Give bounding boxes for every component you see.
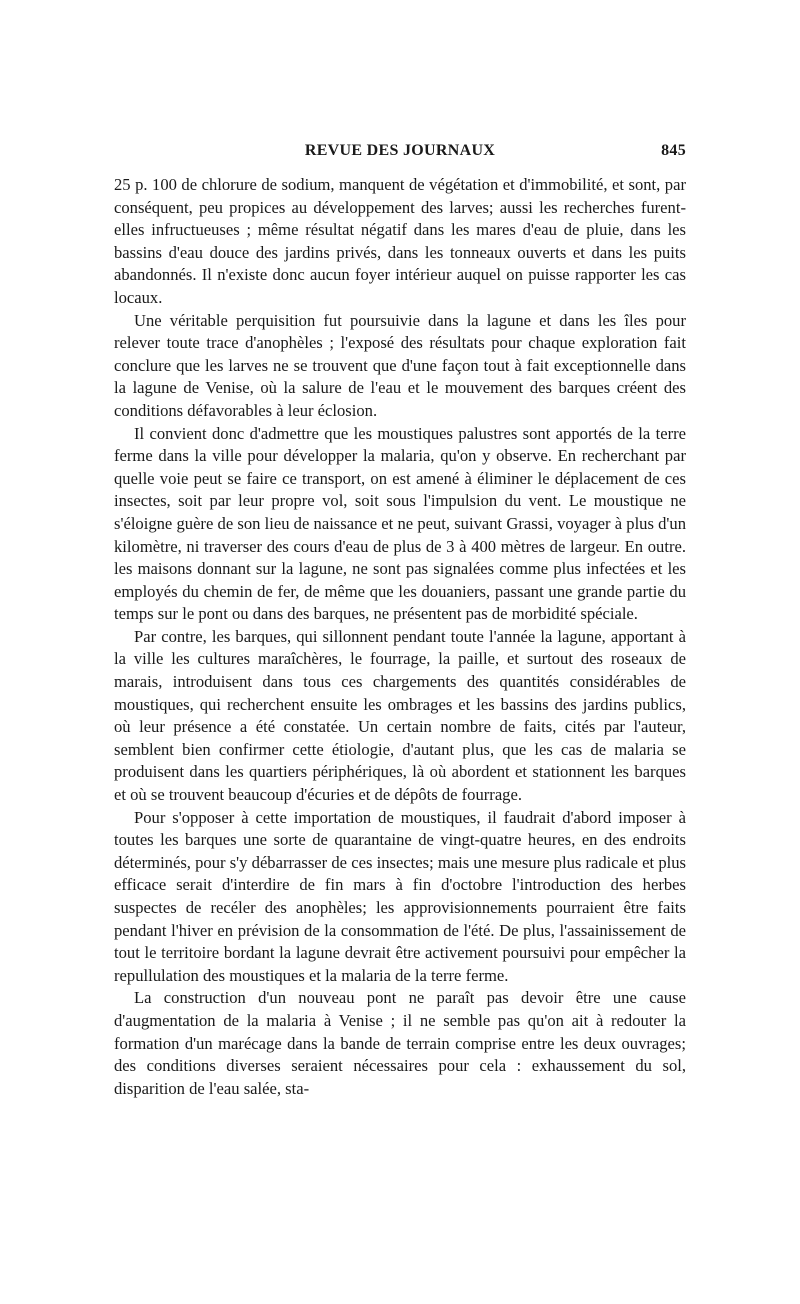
paragraph: Il convient donc d'admettre que les moustiques palustres sont apportés de la terre ferme dans la ville pour développer la malaria, qu'on y observe. En recherchant par quelle voie peut se faire ce transport, on est amené à éliminer le déplacement de ces insectes, soit par leur propre vol, soit sous l'impulsion du vent. Le moustique ne s'éloigne guère de son lieu de naissance et ne peut, suivant Grassi, voyager à plus d'un kilomètre, ni traverser des cours d'eau de plus de 3 à 400 mètres de largeur. En outre. les maisons donnant sur la lagune, ne sont pas signalées comme plus infectées et les employés du chemin de fer, de même que les douaniers, passant une grande partie du temps sur le pont ou dans des barques, ne présentent pas de morbidité spéciale. [114, 423, 686, 624]
running-head [114, 142, 686, 168]
page-number: 845 [661, 142, 686, 159]
paragraph: La construction d'un nouveau pont ne paraît pas devoir être une cause d'augmentation de la malaria à Venise ; il ne semble pas qu'on ait à redouter la formation d'un marécage dans la bande de terrain comprise entre les deux ouvrages; des conditions diverses seraient nécessaires pour cela : exhaussement du sol, disparition de l'eau salée, sta- [114, 988, 686, 1098]
running-title: REVUE DES JOURNAUX [304, 142, 496, 159]
paragraph: Pour s'opposer à cette importation de moustiques, il faudrait d'abord imposer à toutes les barques une sorte de quarantaine de vingt-quatre heures, en des endroits déterminés, pour s'y débarrasser de ces insectes; mais une mesure plus radicale et plus efficace serait d'interdire de fin mars à fin d'octobre l'introduction des herbes suspectes de recéler des anophèles; les approvisionnements pourraient être faits pendant l'hiver en prévision de la consommation de l'été. De plus, l'assainissement de tout le territoire bordant la lagune devrait être activement poursuivi pour empêcher la repullulation des moustiques et la malaria de la terre ferme. [114, 807, 686, 985]
article-body [114, 174, 686, 1100]
journal-page [114, 142, 686, 1100]
paragraph: Une véritable perquisition fut poursuivie dans la lagune et dans les îles pour relever toute trace d'anophèles ; l'exposé des résultats pour chaque exploration fait conclure que les larves ne se trouvent que d'une façon tout à fait exceptionnelle dans la lagune de Venise, où la salure de l'eau et le mouvement des barques créent des conditions défavorables à leur éclosion. [114, 310, 686, 420]
paragraph: Par contre, les barques, qui sillonnent pendant toute l'année la lagune, apportant à la ville les cultures maraîchères, le fourrage, la paille, et surtout des roseaux de marais, introduisent dans tous ces chargements des quantités considérables de moustiques, qui recherchent ensuite les ombrages et les bassins des jardins publics, où leur présence a été constatée. Un certain nombre de faits, cités par l'auteur, semblent bien confirmer cette étiologie, d'autant plus, que les cas de malaria se produisent dans les quartiers périphériques, là où abordent et stationnent les barques et où se trouvent beaucoup d'écuries et de dépôts de fourrage. [114, 626, 686, 805]
paragraph: 25 p. 100 de chlorure de sodium, manquent de végétation et d'immobilité, et sont, par conséquent, peu propices au développement des larves; aussi les recherches furent-elles infructueuses ; même résultat négatif dans les mares d'eau de pluie, dans les bassins d'eau douce des jardins privés, dans les tonneaux ouverts et dans les puits abandonnés. Il n'existe donc aucun foyer intérieur auquel on puisse rapporter les cas locaux. [114, 175, 686, 307]
